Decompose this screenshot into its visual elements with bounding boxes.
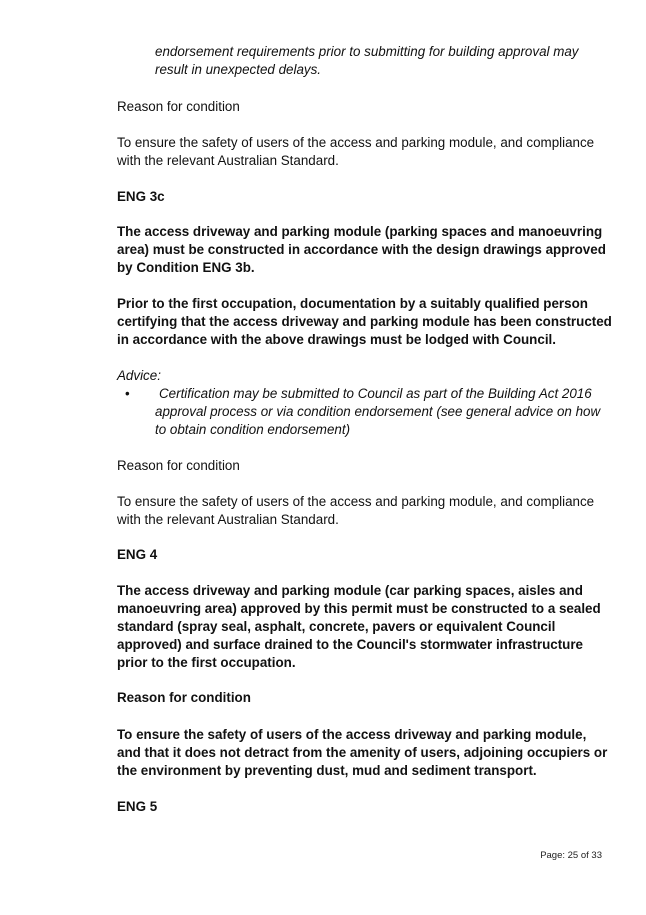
reason-heading: Reason for condition xyxy=(117,99,240,114)
reason-text: To ensure the safety of users of the access and parking module, and compliance with the relevant Australian Standard. xyxy=(117,494,595,527)
reason-heading: Reason for condition xyxy=(117,690,251,705)
reason-text: To ensure the safety of users of the access driveway and parking module, and that it does not detract from the amenity of users, adjoining occupiers or the environment by preventing dust, mud and sediment transport. xyxy=(117,727,608,778)
condition-title-eng3c: ENG 3c xyxy=(117,189,165,204)
page-number: Page: 25 of 33 xyxy=(540,850,602,861)
eng4-paragraph-1: The access driveway and parking module (car parking spaces, aisles and manoeuvring area) approved by this permit must be constructed to a sealed standard (spray seal, asphalt, concrete, pavers or equivalent Council approved) and surface drained to the Council's stormwater infrastructure prior to the first occupation. xyxy=(117,583,601,670)
advice-bullet-text: Certification may be submitted to Council as part of the Building Act 2016 approval process or via condition endorsement (see general advice on how to obtain condition endorsement) xyxy=(155,386,601,437)
reason-heading: Reason for condition xyxy=(117,458,240,473)
condition-title-eng4: ENG 4 xyxy=(117,547,158,562)
advice-label: Advice: xyxy=(117,368,161,383)
intro-italic-advice: endorsement requirements prior to submitting for building approval may result in unexpected delays. xyxy=(155,44,579,77)
reason-text: To ensure the safety of users of the access and parking module, and compliance with the relevant Australian Standard. xyxy=(117,135,595,168)
condition-title-eng5: ENG 5 xyxy=(117,799,158,814)
bullet-point: • xyxy=(125,386,130,401)
eng3c-paragraph-2: Prior to the first occupation, documentation by a suitably qualified person certifying that the access driveway and parking module has been constructed in accordance with the above drawings must be lodged with Council. xyxy=(117,296,612,347)
eng3c-paragraph-1: The access driveway and parking module (parking spaces and manoeuvring area) must be constructed in accordance with the design drawings approved by Condition ENG 3b. xyxy=(117,224,606,275)
